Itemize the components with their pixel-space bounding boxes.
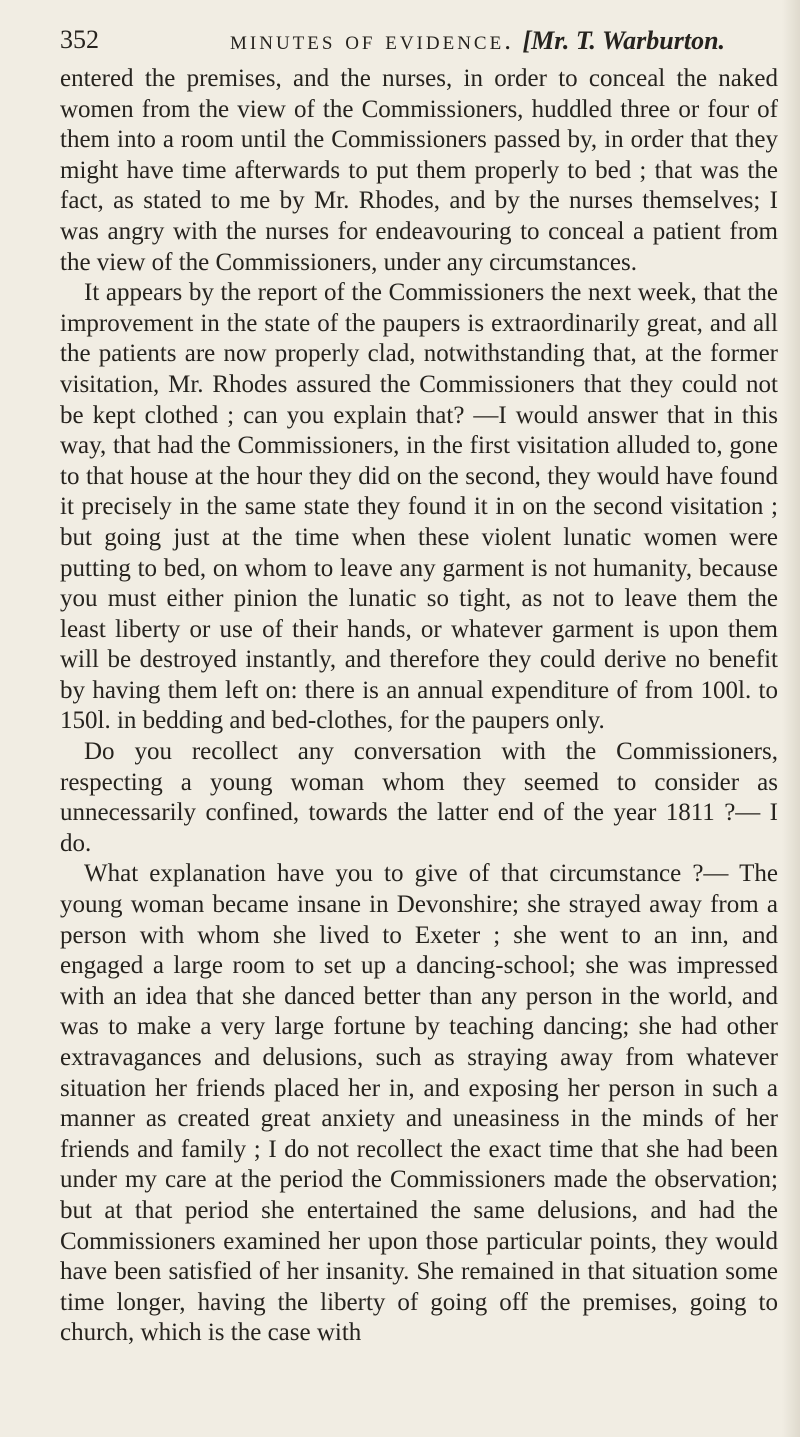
- body-text: [60, 64, 778, 1430]
- paragraph-4: What explanation have you to give of that circumstance ?— The young woman became insane in Devonshire; she strayed away from a person with whom she lived to Exeter ; she went to an inn, and engaged a large room to set up a dancing-school; she was impressed with an idea that she danced better than any person in the world, and was to make a very large fortune by teaching dancing; she had other extravagances and delusions, such as straying away from whatever situation her friends placed her in, and exposing her person in such a manner as created great anxiety and uneasiness in the minds of her friends and family ; I do not recollect the exact time that she had been under my care at the period the Commissioners made the observation; but at that period she entertained the same delusions, and had the Commissioners examined her upon those particular points, they would have been satisfied of her insanity. She remained in that situation some time longer, having the liberty of going off the premises, going to church, which is the case with: [60, 860, 778, 1347]
- page-number: 352: [60, 25, 99, 54]
- paragraph-3: Do you recollect any conversation with the Commissioners, respecting a young woman whom they seemed to consider as unnecessarily confined, towards the latter end of the year 1811 ?— I do.: [60, 738, 778, 857]
- running-title: minutes of evidence.: [230, 25, 514, 55]
- witness-name: [Mr. T. Warburton.: [522, 26, 726, 55]
- page-header: [60, 18, 780, 62]
- paragraph-2: It appears by the report of the Commissioners the next week, that the improvement in the state of the paupers is extraordinarily great, and all the patients are now properly clad, notwithstanding that, at the former visitation, Mr. Rhodes assured the Commissioners that they could not be kept clothed ; can you explain that? —I would answer that in this way, that had the Commissioners, in the first visitation alluded to, gone to that house at the hour they did on the second, they would have found it precisely in the same state they found it in on the second visitation ; but going just at the time when these violent lunatic women were putting to bed, on whom to leave any garment is not humanity, because you must either pinion the lunatic so tight, as not to leave them the least liberty or use of their hands, or whatever garment is upon them will be destroyed instantly, and therefore they could derive no benefit by having them left on: there is an annual expenditure of from 100l. to 150l. in bedding and bed-clothes, for the paupers only.: [60, 279, 778, 735]
- running-head: [230, 18, 725, 62]
- page-edge-shadow: [782, 0, 800, 1437]
- paragraph-1: entered the premises, and the nurses, in order to conceal the naked women from the view of the Commissioners, huddled three or four of them into a room until the Commissioners passed by, in order that they might have time afterwards to put them properly to bed ; that was the fact, as stated to me by Mr. Rhodes, and by the nurses themselves; I was angry with the nurses for endeavouring to conceal a patient from the view of the Commissioners, under any circumstances.: [60, 65, 778, 276]
